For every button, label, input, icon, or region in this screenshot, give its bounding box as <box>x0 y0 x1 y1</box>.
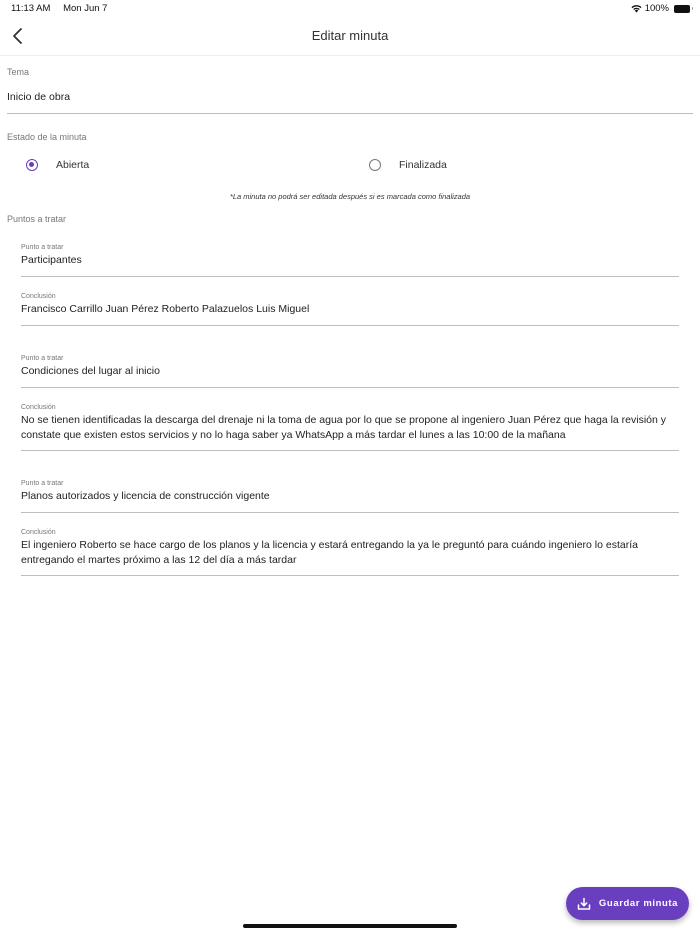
status-time: 11:13 AM <box>11 3 51 14</box>
punto-underline <box>21 387 679 388</box>
radio-finalizada-label: Finalizada <box>399 159 447 171</box>
conclusion-label: Conclusión <box>21 293 56 300</box>
page-title: Editar minuta <box>311 28 389 43</box>
save-minuta-button[interactable] <box>566 887 689 920</box>
finalize-warning-note: *La minuta no podrá ser editada después si es marcada como finalizada <box>229 192 471 201</box>
radio-checked-icon <box>26 159 38 171</box>
punto-underline <box>21 512 679 513</box>
conclusion-label: Conclusión <box>21 529 56 536</box>
conclusion-underline <box>21 325 679 326</box>
puntos-label: Puntos a tratar <box>7 214 67 224</box>
radio-abierta-label: Abierta <box>56 159 90 171</box>
tema-underline <box>7 113 693 114</box>
conclusion-field[interactable] <box>21 529 679 567</box>
punto-value: Condiciones del lugar al inicio <box>21 365 160 377</box>
conclusion-value: Francisco Carrillo Juan Pérez Roberto Palazuelos Luis Miguel <box>21 303 310 315</box>
conclusion-value: No se tienen identificadas la descarga del drenaje ni la toma de agua por lo que se propone al ingeniero Juan Pérez que haga la revisión y constate que existen estos servicios y no lo haga saber ya WhatsApp a más tardar el lunes a las 10:00 de la mañana <box>21 414 667 441</box>
home-indicator[interactable] <box>243 924 457 928</box>
radio-unchecked-icon <box>369 159 381 171</box>
punto-label: Punto a tratar <box>21 480 64 487</box>
download-icon <box>577 897 591 911</box>
punto-underline <box>21 276 679 277</box>
conclusion-underline <box>21 575 679 576</box>
radio-finalizada[interactable] <box>369 159 447 171</box>
tema-label: Tema <box>7 67 30 77</box>
conclusion-underline <box>21 450 679 451</box>
punto-value: Participantes <box>21 254 82 266</box>
punto-value: Planos autorizados y licencia de construcción vigente <box>21 490 270 502</box>
navigation-bar <box>0 18 700 56</box>
status-bar <box>0 0 700 18</box>
conclusion-label: Conclusión <box>21 404 56 411</box>
tema-input[interactable]: Inicio de obra <box>7 91 71 103</box>
punto-field[interactable] <box>21 480 679 504</box>
save-minuta-label: Guardar minuta <box>598 898 679 909</box>
punto-field[interactable] <box>21 244 679 268</box>
conclusion-value: El ingeniero Roberto se hace cargo de los planos y la licencia y estará entregando la ya le preguntó para cuándo ingeniero lo estaría entregando el martes próximo a las 12 del día a más tardar <box>21 539 638 566</box>
punto-field[interactable] <box>21 355 679 379</box>
radio-abierta[interactable] <box>26 159 89 171</box>
conclusion-field[interactable] <box>21 404 679 442</box>
battery-icon <box>674 5 690 13</box>
conclusion-field[interactable] <box>21 293 679 317</box>
battery-percent: 100% <box>644 3 669 14</box>
estado-label: Estado de la minuta <box>7 132 87 142</box>
punto-label: Punto a tratar <box>21 355 64 362</box>
punto-label: Punto a tratar <box>21 244 64 251</box>
wifi-icon <box>631 4 642 13</box>
status-date: Mon Jun 7 <box>63 3 108 14</box>
